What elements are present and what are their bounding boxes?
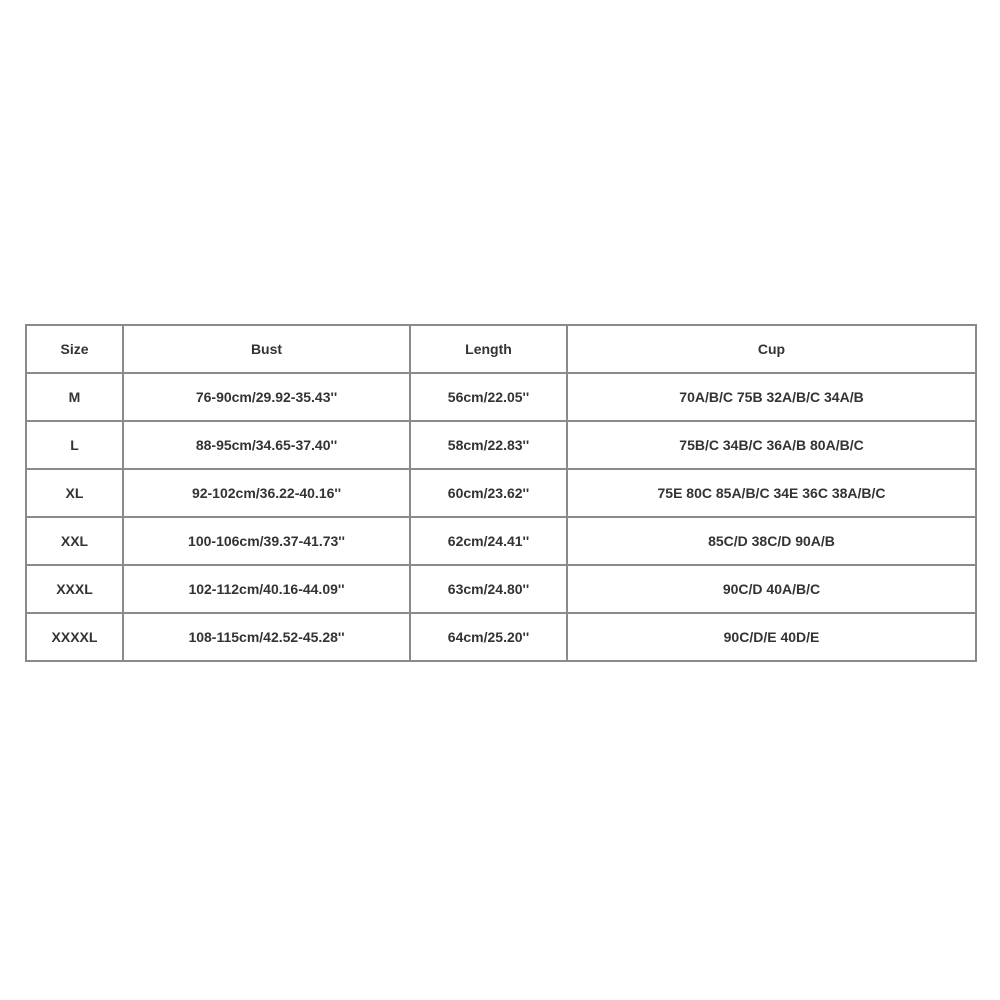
table-row [26,565,976,613]
length-cell: 58cm/22.83'' [410,421,567,469]
bust-cell: 108-115cm/42.52-45.28'' [123,613,410,661]
length-cell: 64cm/25.20'' [410,613,567,661]
size-cell: XL [26,469,123,517]
header-bust: Bust [123,325,410,373]
size-cell: XXXL [26,565,123,613]
size-chart-table [25,324,977,662]
size-cell: XXXXL [26,613,123,661]
size-cell: M [26,373,123,421]
header-size: Size [26,325,123,373]
bust-cell: 100-106cm/39.37-41.73'' [123,517,410,565]
cup-cell: 75B/C 34B/C 36A/B 80A/B/C [567,421,976,469]
length-cell: 56cm/22.05'' [410,373,567,421]
table-row [26,517,976,565]
table-header-row [26,325,976,373]
table-row [26,373,976,421]
table-row [26,421,976,469]
size-cell: XXL [26,517,123,565]
table-row [26,613,976,661]
cup-cell: 85C/D 38C/D 90A/B [567,517,976,565]
length-cell: 62cm/24.41'' [410,517,567,565]
bust-cell: 102-112cm/40.16-44.09'' [123,565,410,613]
length-cell: 60cm/23.62'' [410,469,567,517]
cup-cell: 90C/D 40A/B/C [567,565,976,613]
bust-cell: 76-90cm/29.92-35.43'' [123,373,410,421]
size-cell: L [26,421,123,469]
cup-cell: 70A/B/C 75B 32A/B/C 34A/B [567,373,976,421]
bust-cell: 88-95cm/34.65-37.40'' [123,421,410,469]
table-row [26,469,976,517]
bust-cell: 92-102cm/36.22-40.16'' [123,469,410,517]
cup-cell: 75E 80C 85A/B/C 34E 36C 38A/B/C [567,469,976,517]
length-cell: 63cm/24.80'' [410,565,567,613]
cup-cell: 90C/D/E 40D/E [567,613,976,661]
header-cup: Cup [567,325,976,373]
header-length: Length [410,325,567,373]
